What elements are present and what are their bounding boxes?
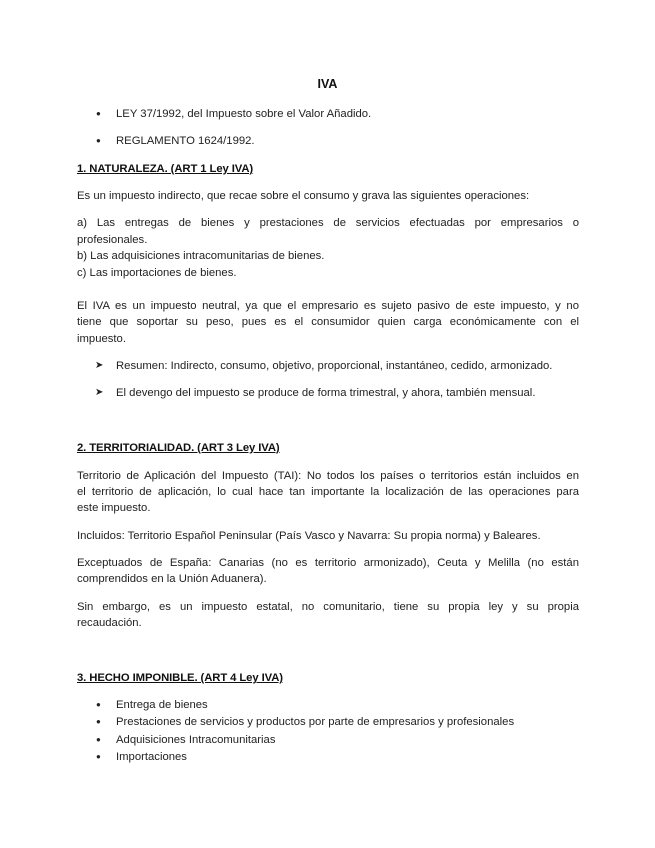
paragraph-line: b) Las adquisiciones intracomunitarias de bienes.: [77, 250, 325, 262]
paragraph-line: profesionales.: [77, 234, 148, 246]
bullet-icon: ●: [96, 717, 101, 726]
bullet-icon: ●: [96, 735, 101, 744]
paragraph-line: impuesto.: [77, 333, 126, 345]
paragraph-line: a) Las entregas de bienes y prestaciones de servicios efectuadas por empresarios o: [77, 217, 579, 229]
arrow-bullet-icon: ➤: [95, 387, 104, 398]
paragraph-line: Sin embargo, es un impuesto estatal, no comunitario, tiene su propia ley y su propia: [77, 601, 579, 613]
law-item: LEY 37/1992, del Impuesto sobre el Valor Añadido.: [116, 108, 372, 120]
paragraph-line: recaudación.: [77, 617, 142, 629]
paragraph-line: Territorio de Aplicación del Impuesto (TAI): No todos los países o territorios están incluidos en: [77, 470, 579, 482]
bullet-icon: ●: [96, 136, 101, 145]
bullet-icon: ●: [96, 109, 101, 118]
paragraph-line: este impuesto.: [77, 502, 151, 514]
arrow-bullet-icon: ➤: [95, 360, 104, 371]
list-item: Adquisiciones Intracomunitarias: [116, 734, 276, 746]
summary-point: Resumen: Indirecto, consumo, objetivo, proporcional, instantáneo, cedido, armonizado.: [116, 360, 553, 372]
paragraph-line: El IVA es un impuesto neutral, ya que el empresario es sujeto pasivo de este impuesto, y no: [77, 300, 579, 312]
page-title: IVA: [317, 77, 338, 91]
paragraph-line: el territorio de aplicación, lo cual hace tan importante la localización de las operaciones para: [77, 486, 579, 498]
paragraph-line: c) Las importaciones de bienes.: [77, 267, 237, 279]
list-item: Entrega de bienes: [116, 699, 208, 711]
bullet-icon: ●: [96, 752, 101, 761]
section-heading-hecho-imponible: 3. HECHO IMPONIBLE. (ART 4 Ley IVA): [77, 672, 283, 684]
paragraph-line: Exceptuados de España: Canarias (no es territorio armonizado), Ceuta y Melilla (no están: [77, 557, 579, 569]
paragraph-line: comprendidos en la Unión Aduanera).: [77, 573, 267, 585]
law-item: REGLAMENTO 1624/1992.: [116, 135, 255, 147]
list-item: Prestaciones de servicios y productos por parte de empresarios y profesionales: [116, 716, 515, 728]
bullet-icon: ●: [96, 700, 101, 709]
summary-point: El devengo del impuesto se produce de forma trimestral, y ahora, también mensual.: [116, 387, 536, 399]
paragraph-line: tiene que soportar su peso, pues es el consumidor quien carga económicamente con el: [77, 316, 579, 328]
paragraph-intro: Es un impuesto indirecto, que recae sobre el consumo y grava las siguientes operaciones:: [77, 190, 530, 202]
list-item: Importaciones: [116, 751, 187, 763]
section-heading-territorialidad: 2. TERRITORIALIDAD. (ART 3 Ley IVA): [77, 442, 280, 454]
paragraph-incluidos: Incluidos: Territorio Español Peninsular (País Vasco y Navarra: Su propia norma) y Baleares.: [77, 530, 541, 542]
section-heading-naturaleza: 1. NATURALEZA. (ART 1 Ley IVA): [77, 163, 254, 175]
